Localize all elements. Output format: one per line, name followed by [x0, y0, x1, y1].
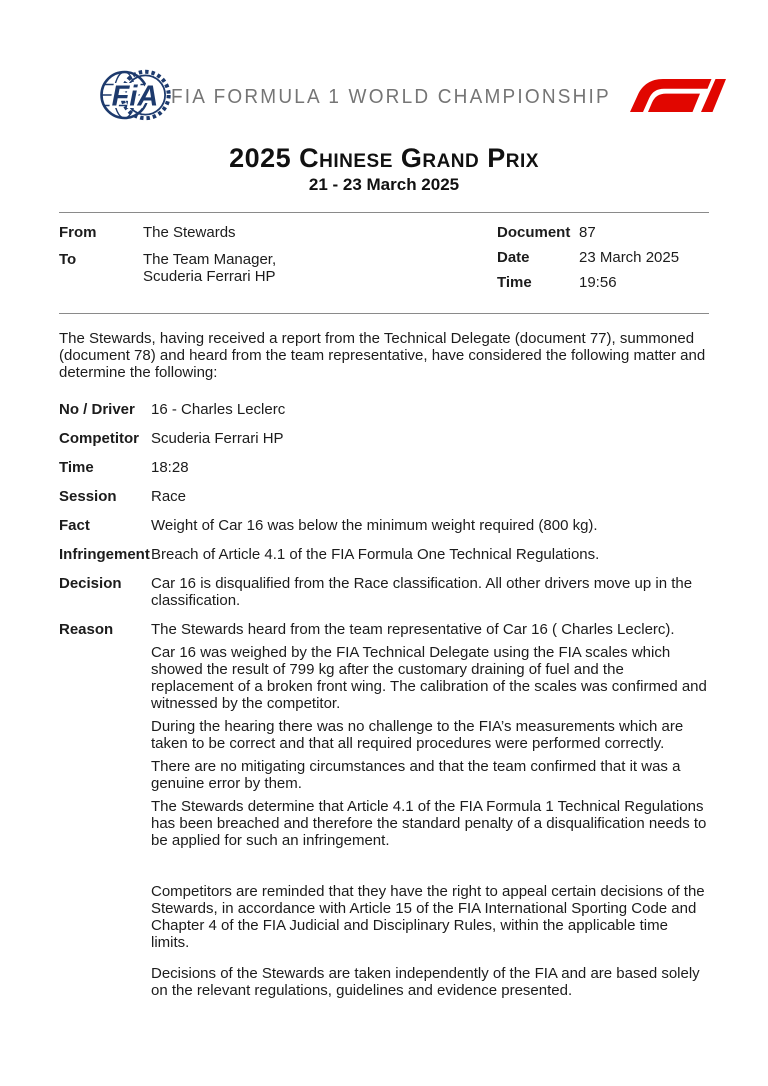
fia-logo-text: FiA	[111, 80, 159, 113]
document-header	[0, 0, 768, 133]
field-value: 18:28	[151, 459, 189, 476]
field-label: Infringement	[59, 546, 150, 563]
intro-paragraph: The Stewards, having received a report from the Technical Delegate (document 77), summoned (document 78) and heard from the team representative, have considered the following matter and determine the following:	[59, 330, 706, 381]
event-title: 2025 Chinese Grand Prix	[229, 143, 539, 173]
f1-logo-icon	[629, 79, 726, 117]
to-value-line1: The Team Manager,	[143, 251, 277, 268]
reason-paragraph-appeal-rights: Competitors are reminded that they have the right to appeal certain decisions of the Stewards, in accordance with Article 15 of the FIA International Sporting Code and Chapter 4 of the FIA Judicial and Disciplinary Rules, within the applicable time limits.	[151, 883, 705, 951]
championship-title: FIA FORMULA 1 WORLD CHAMPIONSHIP	[171, 85, 611, 108]
field-value: Breach of Article 4.1 of the FIA Formula One Technical Regulations.	[151, 546, 600, 563]
field-row-session	[59, 488, 709, 505]
reason-paragraph: During the hearing there was no challenge to the FIA’s measurements which are taken to be correct and that all required procedures were performed correctly.	[151, 718, 684, 752]
reason-paragraph: Car 16 was weighed by the FIA Technical Delegate using the FIA scales which showed the result of 799 kg after the customary draining of fuel and the replacement of a broken front wing. The calibration of the scales was confirmed and witnessed by the competitor.	[151, 644, 707, 712]
field-value: Car 16 is disqualified from the Race classification. All other drivers move up in the classification.	[151, 575, 693, 609]
time-value: 19:56	[579, 274, 617, 291]
field-label: Time	[59, 459, 94, 476]
field-value: Race	[151, 488, 187, 505]
field-label: Decision	[59, 575, 122, 592]
field-row-infringement	[59, 546, 709, 563]
decision-fields	[59, 401, 709, 1005]
field-row-decision	[59, 575, 709, 609]
document-value: 87	[579, 224, 596, 241]
reason-paragraph: There are no mitigating circumstances and that the team confirmed that it was a genuine error by them.	[151, 758, 681, 792]
reason-paragraph-independence: Decisions of the Stewards are taken independently of the FIA and are based solely on the relevant regulations, guidelines and evidence presented.	[151, 965, 700, 999]
field-row-reason	[59, 621, 709, 1005]
reason-paragraph: The Stewards determine that Article 4.1 of the FIA Formula 1 Technical Regulations has been breached and therefore the standard penalty of a disqualification needs to be applied for such an infringement.	[151, 798, 707, 849]
field-row-no-driver	[59, 401, 709, 418]
meta-table	[59, 212, 709, 314]
fia-logo-icon	[99, 62, 171, 133]
to-label: To	[59, 251, 77, 268]
event-dates: 21 - 23 March 2025	[308, 175, 460, 194]
to-value-line2: Scuderia Ferrari HP	[143, 268, 276, 285]
meta-left-column	[59, 224, 497, 299]
reason-paragraphs	[151, 621, 709, 1005]
field-value: Weight of Car 16 was below the minimum weight required (800 kg).	[151, 517, 598, 534]
time-label: Time	[497, 274, 532, 291]
document-label: Document	[497, 224, 571, 241]
meta-row-time	[497, 274, 709, 291]
meta-row-document	[497, 224, 709, 241]
field-label: Fact	[59, 517, 90, 534]
field-value: 16 - Charles Leclerc	[151, 401, 286, 418]
field-label: No / Driver	[59, 401, 135, 418]
to-value	[143, 251, 276, 285]
meta-row-date	[497, 249, 709, 266]
field-value: Scuderia Ferrari HP	[151, 430, 284, 447]
from-label: From	[59, 224, 97, 241]
date-value: 23 March 2025	[579, 249, 680, 266]
field-row-time	[59, 459, 709, 476]
reason-paragraph: The Stewards heard from the team representative of Car 16 ( Charles Leclerc).	[151, 621, 675, 638]
meta-right-column	[497, 224, 709, 299]
field-label: Session	[59, 488, 117, 505]
from-value: The Stewards	[143, 224, 236, 241]
meta-row-to	[59, 251, 497, 285]
field-label: Reason	[59, 621, 114, 638]
date-label: Date	[497, 249, 530, 266]
field-row-fact	[59, 517, 709, 534]
field-row-competitor	[59, 430, 709, 447]
title-block	[0, 143, 768, 195]
field-label: Competitor	[59, 430, 139, 447]
meta-row-from	[59, 224, 497, 241]
